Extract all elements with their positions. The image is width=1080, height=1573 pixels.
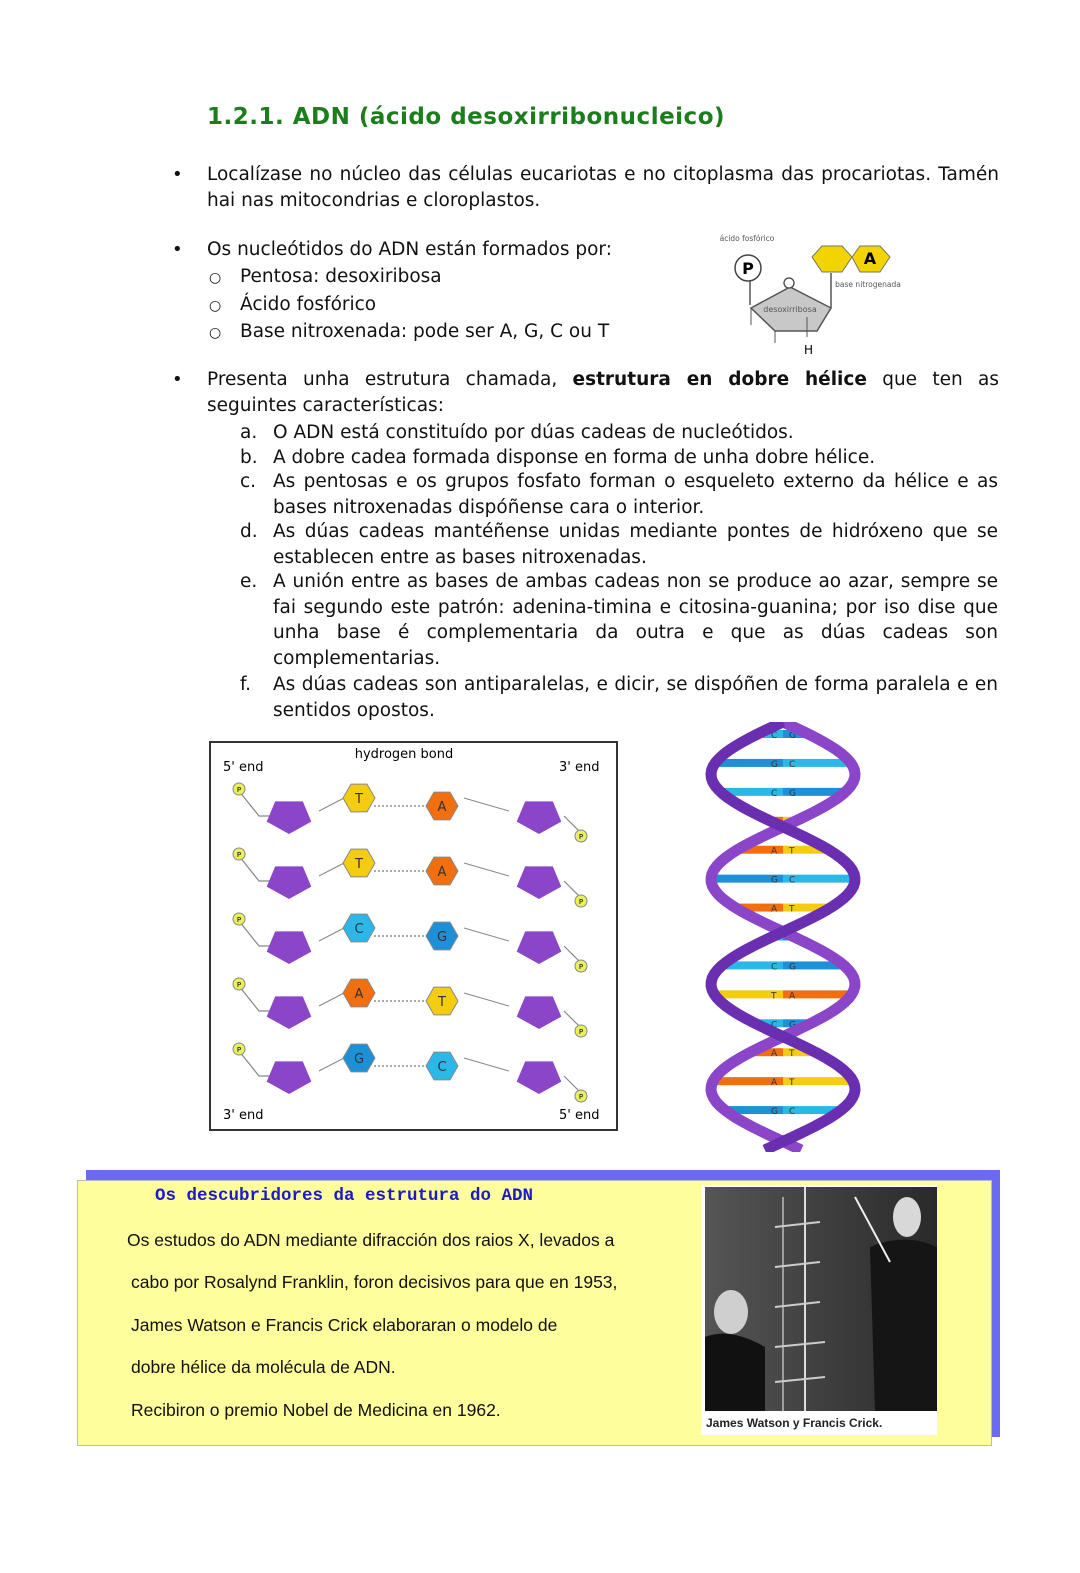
helix-base-letter: A (771, 1049, 778, 1060)
helix-base-letter: T (789, 1049, 795, 1060)
helix-base-letter: C (771, 788, 778, 799)
box-top-border (86, 1170, 1000, 1180)
phosphate-symbol: P (578, 898, 584, 906)
watson-crick-photo (705, 1187, 937, 1411)
phosphate-symbol: P (236, 786, 242, 794)
hydrogen-bond-label: hydrogen bond (354, 747, 454, 762)
sugar-label: desoxirribosa (763, 305, 817, 314)
component-item: Ácido fosfórico (240, 293, 377, 315)
helix-strand (711, 722, 855, 1150)
base-label: base nitrogenada (835, 280, 901, 289)
base-letter: A (437, 800, 447, 815)
base-letter: T (355, 857, 363, 872)
helix-base-letter: A (771, 1136, 778, 1146)
hydrogen-label: H (804, 343, 814, 357)
bullet-nucleotides: Os nucleótidos do ADN están formados por: (207, 239, 612, 260)
base-letter: G (353, 1052, 365, 1067)
helix-base-letter: G (771, 759, 778, 770)
box-text-line: Recibiron o premio Nobel de Medicina en 1962. (131, 1400, 501, 1420)
helix-base-letter: C (771, 933, 778, 944)
box-text-line: dobre hélice da molécula de ADN. (131, 1357, 396, 1377)
helix-base-letter: A (771, 817, 778, 828)
helix-base-pair (713, 1077, 853, 1088)
photo-caption: James Watson y Francis Crick. (706, 1416, 883, 1430)
phosphate-symbol: P (236, 1046, 242, 1054)
base-letter: C (354, 922, 364, 937)
bullet-icon: • (172, 164, 183, 185)
helix-base-pair (721, 788, 846, 799)
helix-base-letter: A (771, 1078, 778, 1089)
box-title: Os descubridores da estrutura do ADN (155, 1186, 534, 1206)
helix-base-letter: G (789, 933, 796, 944)
phosphate-symbol: P (578, 833, 584, 841)
helix-base-letter: C (789, 1107, 796, 1118)
helix-base-letter: C (771, 731, 778, 741)
phosphate-symbol: P (742, 259, 754, 278)
phosphate-label: ácido fosfórico (720, 234, 775, 243)
helix-base-letter: G (789, 731, 796, 741)
base-letter: A (354, 987, 364, 1002)
base-pair-diagram (209, 741, 619, 1132)
base-symbol: A (863, 249, 877, 268)
helix-base-letter: C (771, 962, 778, 973)
bullet-structure: Presenta unha estrutura chamada, estrutura en dobre hélice que ten as seguintes características: (207, 369, 999, 416)
helix-base-pair (714, 990, 851, 1001)
three-prime-end-label: 3' end (559, 760, 600, 775)
base-letter: T (355, 792, 363, 807)
section-title: 1.2.1. ADN (ácido desoxirribonucleico) (207, 104, 726, 130)
helix-base-letter: G (771, 1107, 778, 1118)
helix-base-letter: C (789, 759, 796, 770)
helix-base-letter: C (771, 1020, 778, 1031)
helix-base-pair (715, 759, 851, 770)
helix-base-letter: A (771, 904, 778, 915)
component-item: Base nitroxenada: pode ser A, G, C ou T (240, 321, 610, 342)
component-item: Pentosa: desoxiribosa (240, 266, 442, 287)
helix-base-letter: A (789, 991, 796, 1002)
nucleotide-components (209, 264, 609, 347)
helix-base-letter: T (771, 991, 777, 1002)
helix-base-letter: T (789, 904, 795, 915)
helix-base-letter: T (789, 817, 795, 828)
helix-base-letter: C (789, 875, 796, 886)
base-letter: T (438, 995, 446, 1010)
double-helix-illustration (695, 722, 870, 1152)
circle-bullet-icon: ○ (209, 297, 222, 314)
phosphate-symbol: P (236, 851, 242, 859)
three-prime-end-label: 3' end (223, 1108, 264, 1123)
nucleotide-diagram (720, 225, 910, 365)
phosphate-symbol: P (578, 1028, 584, 1036)
bold-term: estrutura en dobre hélice (572, 369, 867, 390)
helix-base-letter: G (789, 1020, 796, 1031)
phosphate-symbol: P (578, 1093, 584, 1101)
photo-frame (701, 1185, 937, 1435)
helix-base-letter: G (789, 788, 796, 799)
circle-bullet-icon: ○ (209, 325, 222, 341)
five-prime-end-label: 5' end (223, 760, 264, 775)
phosphate-symbol: P (236, 981, 242, 989)
phosphate-symbol: P (578, 963, 584, 971)
helix-base-pair (711, 875, 855, 886)
bullet-location: Localízase no núcleo das células eucariotas e no citoplasma das procariotas. Tamén hai nas mitocondrias e cloroplastos. (207, 164, 999, 211)
base-letter: C (437, 1060, 447, 1075)
box-shadow (991, 1180, 1000, 1437)
bullet-icon: • (172, 369, 183, 390)
helix-base-pair (722, 961, 844, 972)
phosphate-symbol: P (236, 916, 242, 924)
circle-bullet-icon: ○ (209, 270, 222, 286)
base-letter: A (437, 865, 447, 880)
helix-base-letter: G (771, 875, 778, 886)
helix-base-letter: T (789, 846, 795, 857)
box-text-line: cabo por Rosalynd Franklin, foron decisivos para que en 1953, (131, 1272, 618, 1292)
helix-base-letter: G (789, 962, 796, 973)
helix-base-letter: A (771, 846, 778, 857)
bullet-icon: • (172, 239, 183, 260)
base-letter: G (436, 930, 448, 945)
box-text-line: Os estudos do ADN mediante difracción dos raios X, levados a (127, 1230, 615, 1250)
five-prime-end-label: 5' end (559, 1108, 600, 1123)
document-page: 1.2.1. ADN (ácido desoxirribonucleico) • Localízase no núcleo das células eucariotas e no citoplasma das procariotas. Tamén hai nas mitocondrias e cloroplastos. • Os nucleótidos do ADN están formados por: ○ Pentosa: desoxiribosa ○ Ácido fosfórico ○ Base nitroxenada: pode ser A, G, C ou T ácido fosfórico P desoxirribosa H A base nitrogenada • Presenta unha estrutura chamada, estrutura en dobre hélice que ten as seguintes características: a. O ADN está constituído por dúas cadeas de nucleótidos. b. A dobre cadea formada disponse en forma de unha dobre hélice. c. As pentosas e os grupos fosfato forman o esqueleto externo da hélice e as bases nitroxenadas dispóñense cara o interior. d. As dúas cadeas mantéñense unidas mediante pontes de hidróxeno que se establecen entre as bases nitroxenadas. e. A unión entre as bases de ambas cadeas non se produce ao azar, sempre se fai segundo este patrón: adenina-timina e citosina-guanina; por iso dise que unha base é complementaria da outra e que as dúas cadeas son complementarias. f. As dúas cadeas son antiparalelas, e dicir, se dispóñen de forma paralela e en sentidos opostos. 5' end 3' end 3' end 5' end hydrogen bond P P T A P P T A P P C G P P A T P P G C C G G C C G A T A T G C A T C G C G T A C G A T A T G C A T Os descubridores da estrutura do ADN Os estudos do ADN mediante difracción dos raios X, levados a cabo por Rosalynd Franklin, foron decisivos para que en 1953, James Watson e Francis Crick elaboraran o modelo de dobre hélice da molécula de ADN. Recibiron o premio Nobel de Medicina en 1962. James Watson y Francis Crick. (0, 0, 1080, 1573)
helix-base-letter: T (789, 1078, 795, 1089)
box-text-line: James Watson e Francis Crick elaboraran o modelo de (131, 1315, 558, 1335)
helix-base-letter: T (789, 1136, 795, 1146)
